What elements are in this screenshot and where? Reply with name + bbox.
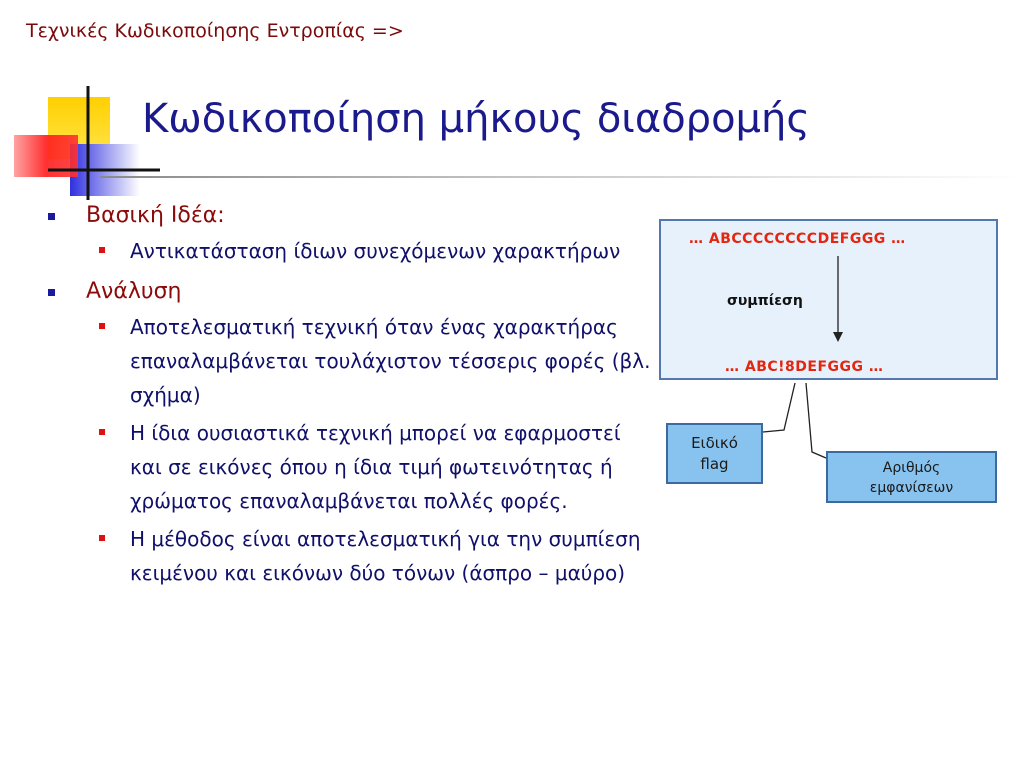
figure-arrow-label: συμπίεση xyxy=(727,293,803,309)
count-label-line1: Αριθμός xyxy=(882,460,941,476)
flag-label-line2: flag xyxy=(700,455,729,473)
figure-output-string: … ABC!8DEFGGG … xyxy=(725,359,884,375)
count-callout xyxy=(826,451,997,503)
bullet-list xyxy=(46,198,656,590)
flag-callout xyxy=(666,423,763,484)
sub-bullet-effective: Αποτελεσματική τεχνική όταν ένας χαρακτήρας επαναλαμβάνεται τουλάχιστον τέσσερις φορές (βλ. σχήμα) xyxy=(86,310,656,412)
figure-input-string: … ABCCCCCCCCDEFGGG … xyxy=(689,231,906,247)
bullet-basic-idea: Βασική Ιδέα: xyxy=(46,200,656,232)
section-header: Τεχνικές Κωδικοποίησης Εντροπίας => xyxy=(26,20,404,42)
sub-bullet-replacement: Αντικατάσταση ίδιων συνεχόμενων χαρακτήρων xyxy=(86,234,656,268)
title-divider xyxy=(100,176,1024,178)
slide-title: Κωδικοποίηση μήκους διαδρομής xyxy=(142,96,810,142)
corner-decoration xyxy=(0,80,160,210)
count-label-line2: εμφανίσεων xyxy=(869,480,954,496)
sub-bullet-images: Η ίδια ουσιαστικά τεχνική μπορεί να εφαρμοστεί και σε εικόνες όπου η ίδια τιμή φωτεινότητας ή χρώματος επαναλαμβάνεται πολλές φορές. xyxy=(86,416,656,518)
sub-bullet-two-tone: Η μέθοδος είναι αποτελεσματική για την συμπίεση κειμένου και εικόνων δύο τόνων (άσπρο – μαύρο) xyxy=(86,522,656,590)
rle-figure-panel xyxy=(659,219,998,380)
flag-label-line1: Ειδικό xyxy=(691,434,738,452)
bullet-analysis: Ανάλυση xyxy=(46,276,656,308)
